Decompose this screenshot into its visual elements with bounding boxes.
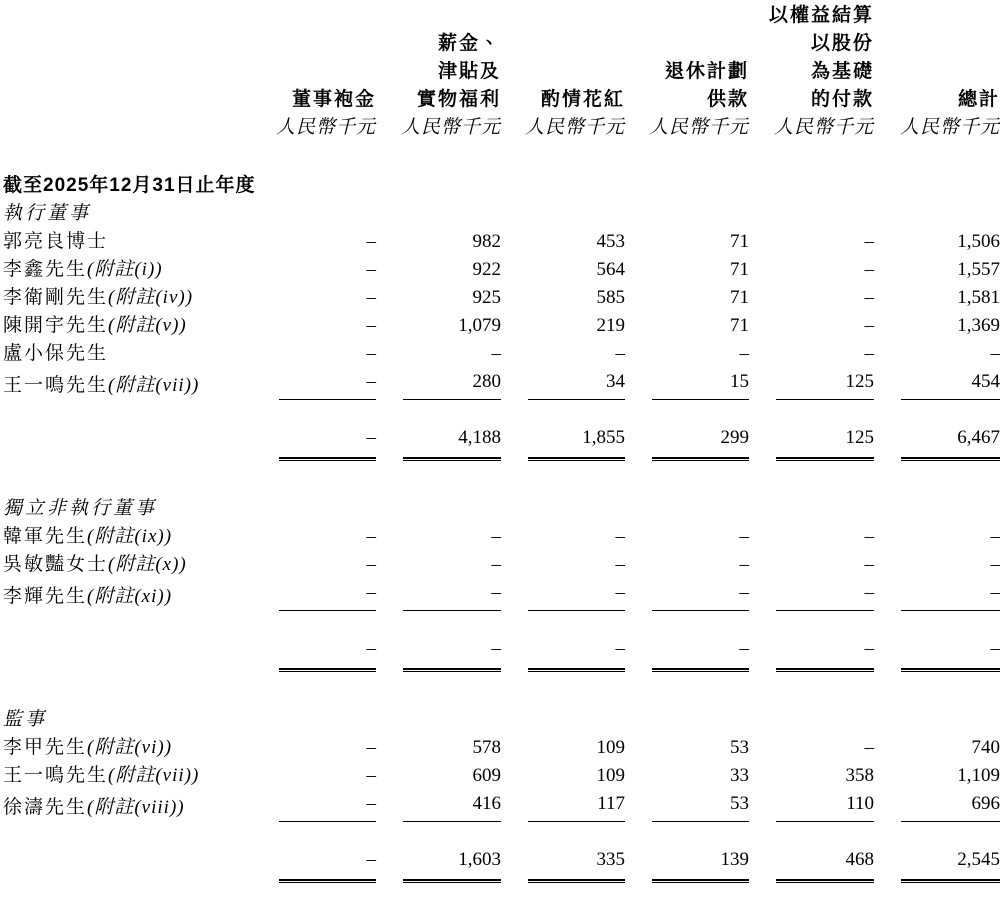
director-name-cell [0,762,252,790]
value-cell: – [864,526,874,547]
value-cell: 696 [874,790,1000,822]
table-row [0,579,1000,611]
value-cell: 110 [749,790,874,822]
value-cell: – [864,259,874,280]
column-title: 薪金、 [437,33,501,54]
value-cell: – [366,315,376,336]
value-cell: 578 [472,737,501,758]
unit-label: 人民幣千元 [773,117,874,138]
director-note: (附註(ix)) [87,526,173,547]
value-cell: 922 [472,259,501,280]
value-cell: 1,581 [957,287,1000,308]
value-cell: – [366,231,376,252]
column-title: 實物福利 [416,89,501,110]
section-heading: 監事 [3,709,48,730]
value-cell: 71 [730,259,749,280]
double-rule [403,879,501,883]
director-note: (附註(i)) [87,259,163,280]
director-name: 王一鳴先生 [3,375,109,396]
table-row [0,790,1000,822]
total-label-cell [0,846,252,883]
value-cell: 740 [971,737,1000,758]
unit-label: 人民幣千元 [275,117,376,138]
value-cell: – [491,554,501,575]
value-cell: 982 [472,231,501,252]
total-value-cell: – [749,635,874,672]
value-cell: 34 [501,368,625,400]
total-value-cell: 1,855 [501,424,625,461]
unit-label: 人民幣千元 [400,117,501,138]
value-cell: 454 [874,368,1000,400]
director-name-cell [0,284,252,312]
total-value-cell: 335 [501,846,625,883]
director-name-cell [0,523,252,551]
value-cell: – [501,579,625,611]
section-heading-row [0,200,1000,228]
value-cell: – [874,579,1000,611]
value-cell: – [739,526,749,547]
total-value-cell: 4,188 [376,424,501,461]
total-value-cell: 125 [749,424,874,461]
value-cell: – [864,343,874,364]
total-value-cell: 468 [749,846,874,883]
value-cell: – [491,343,501,364]
value-cell: 117 [501,790,625,822]
director-name-cell [0,340,252,368]
value-cell: – [252,579,376,611]
director-name: 王一鳴先生 [3,765,109,786]
total-row [0,424,1000,461]
column-title: 供款 [706,89,749,110]
director-name: 韓軍先生 [3,526,88,547]
value-cell: 1,109 [957,765,1000,786]
value-cell: – [376,579,501,611]
table-row [0,762,1000,790]
spacer-row [0,672,1000,706]
total-value-cell: 139 [625,846,749,883]
double-rule [901,879,1000,883]
director-name-cell [0,368,252,400]
director-name-cell [0,790,252,822]
table-row [0,228,1000,256]
value-cell: – [990,343,1000,364]
value-cell: 53 [625,790,749,822]
total-value-cell: – [874,635,1000,672]
unit-label: 人民幣千元 [899,117,1000,138]
value-cell: – [615,343,625,364]
value-cell: – [990,554,1000,575]
column-title: 董事袍金 [291,89,376,110]
value-cell: 609 [472,765,501,786]
total-label-cell [0,424,252,461]
column-title: 退休計劃 [664,61,749,82]
column-header-directors-fee [252,2,376,142]
value-cell: 280 [376,368,501,400]
value-cell: – [366,259,376,280]
value-cell: 1,557 [957,259,1000,280]
table-row [0,523,1000,551]
director-name: 陳開宇先生 [3,315,109,336]
value-cell: 1,369 [957,315,1000,336]
value-cell: – [990,526,1000,547]
director-name: 李甲先生 [3,737,88,758]
value-cell: – [864,231,874,252]
total-row [0,846,1000,883]
value-cell: – [739,554,749,575]
total-value-cell: – [252,424,376,461]
total-value-cell: – [252,635,376,672]
director-note: (附註(vii)) [108,375,200,396]
value-cell: 219 [596,315,625,336]
value-cell: 925 [472,287,501,308]
column-title: 以權益結算 [768,5,874,26]
column-title: 酌情花紅 [540,89,625,110]
column-title: 總計 [957,89,1000,110]
director-note: (附註(vi)) [87,737,173,758]
unit-label: 人民幣千元 [648,117,749,138]
section-heading: 執行董事 [3,203,92,224]
column-title: 津貼及 [437,61,501,82]
director-name-cell [0,551,252,579]
value-cell: – [749,579,874,611]
value-cell: – [366,343,376,364]
column-header-total [874,2,1000,142]
director-name: 郭亮良博士 [3,231,109,252]
spacer-row [0,822,1000,846]
value-cell: 15 [625,368,749,400]
section-heading: 獨立非執行董事 [3,498,158,519]
remuneration-table [0,2,1000,883]
column-header-share-based-payment [749,2,874,142]
value-cell: – [864,315,874,336]
total-value-cell: 2,545 [874,846,1000,883]
period-row [0,172,1000,200]
table-row [0,734,1000,762]
value-cell: 564 [596,259,625,280]
value-cell: 33 [730,765,749,786]
total-value-cell: – [252,846,376,883]
value-cell: – [366,765,376,786]
spacer-row [0,611,1000,635]
value-cell: – [739,343,749,364]
column-title: 為基礎 [810,61,874,82]
director-note: (附註(vii)) [108,765,200,786]
value-cell: 1,079 [458,315,501,336]
table-row [0,368,1000,400]
total-value-cell: 6,467 [874,424,1000,461]
total-value-cell: – [501,635,625,672]
value-cell: 453 [596,231,625,252]
section-heading-row [0,706,1000,734]
director-name: 李輝先生 [3,586,88,607]
value-cell: – [864,287,874,308]
column-title: 的付款 [810,89,874,110]
value-cell: – [615,526,625,547]
total-value-cell: – [625,635,749,672]
table-row [0,312,1000,340]
director-name: 吳敏豔女士 [3,554,109,575]
value-cell: – [864,737,874,758]
director-note: (附註(xi)) [87,586,173,607]
value-cell: 109 [596,737,625,758]
column-header-salaries [376,2,501,142]
period-label: 截至2025年12月31日止年度 [3,175,256,196]
section-heading-row [0,495,1000,523]
value-cell: – [252,790,376,822]
double-rule [528,879,625,883]
director-name: 盧小保先生 [3,343,109,364]
table-row [0,284,1000,312]
value-cell: – [366,554,376,575]
double-rule [776,879,874,883]
value-cell: 53 [730,737,749,758]
value-cell: – [615,554,625,575]
director-name-cell [0,256,252,284]
director-note: (附註(iv)) [108,287,194,308]
director-name-cell [0,579,252,611]
director-name: 李衛剛先生 [3,287,109,308]
table-row [0,256,1000,284]
double-rule [279,879,376,883]
director-note: (附註(x)) [108,554,187,575]
unit-label: 人民幣千元 [524,117,625,138]
director-name: 徐濤先生 [3,797,88,818]
value-cell: – [366,737,376,758]
column-title: 以股份 [810,33,874,54]
director-name-cell [0,734,252,762]
value-cell: 358 [845,765,874,786]
column-header-discretionary-bonus [501,2,625,142]
value-cell: – [366,526,376,547]
table-row [0,340,1000,368]
value-cell: – [864,554,874,575]
value-cell: – [625,579,749,611]
table-row [0,551,1000,579]
total-value-cell: 1,603 [376,846,501,883]
spacer-row [0,400,1000,424]
value-cell: 71 [730,231,749,252]
value-cell: 109 [596,765,625,786]
director-name-cell [0,228,252,256]
value-cell: 125 [749,368,874,400]
value-cell: – [366,287,376,308]
total-value-cell: – [376,635,501,672]
value-cell: 71 [730,287,749,308]
value-cell: 585 [596,287,625,308]
value-cell: 416 [376,790,501,822]
total-value-cell: 299 [625,424,749,461]
director-note: (附註(viii)) [87,797,185,818]
total-label-cell [0,635,252,672]
director-note: (附註(v)) [108,315,187,336]
director-name: 李鑫先生 [3,259,88,280]
value-cell: 71 [730,315,749,336]
value-cell: – [491,526,501,547]
value-cell: 1,506 [957,231,1000,252]
column-header-retirement-scheme [625,2,749,142]
header-row [0,2,1000,142]
spacer-row [0,461,1000,495]
spacer-row [0,142,1000,172]
double-rule [652,879,749,883]
header-spacer-cell [0,2,252,142]
value-cell: – [252,368,376,400]
total-row [0,635,1000,672]
director-name-cell [0,312,252,340]
